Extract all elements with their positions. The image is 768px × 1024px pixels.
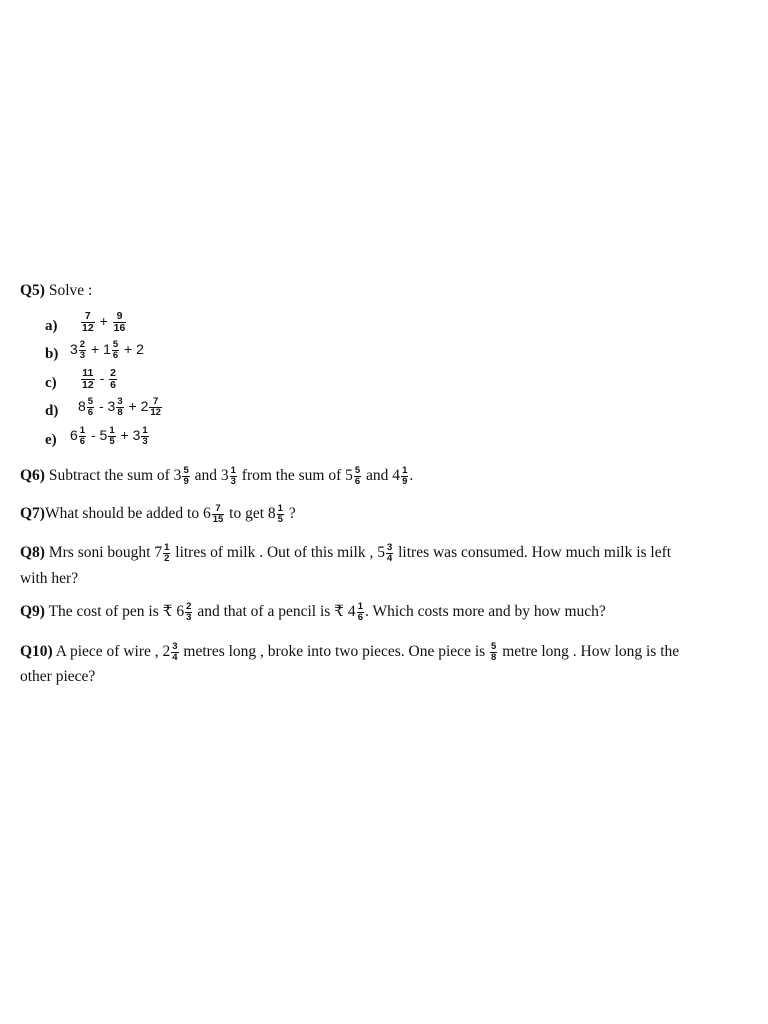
denominator: 6	[357, 612, 363, 623]
fraction	[108, 426, 115, 447]
question-text: and 4	[366, 467, 401, 485]
numerator: 2	[186, 601, 192, 612]
operator: -	[90, 427, 96, 444]
operator: +	[90, 341, 100, 358]
operator: + 2	[128, 398, 149, 415]
question-text: to get 8	[229, 505, 276, 523]
fraction	[401, 466, 408, 487]
denominator: 3	[79, 350, 86, 361]
question-text: What should be added to 6	[44, 505, 211, 523]
fraction	[116, 397, 123, 418]
denominator: 2	[164, 553, 170, 564]
fraction	[386, 543, 393, 564]
denominator: 8	[491, 652, 497, 663]
denominator: 4	[386, 553, 393, 564]
question-9	[20, 602, 606, 623]
question-text: and that of a pencil is ₹ 4	[197, 603, 356, 621]
question-text: from the sum of 5	[241, 467, 353, 485]
fraction	[81, 368, 95, 391]
question-number: Q8)	[20, 544, 45, 562]
question-text: metre long . How long is the	[502, 643, 680, 661]
whole-number: 5	[99, 427, 108, 444]
whole-number: 1	[103, 341, 111, 358]
question-text: Subtract the sum of 3	[48, 467, 182, 485]
operator: +	[99, 313, 108, 330]
question-number: Q9)	[20, 603, 45, 621]
denominator: 6	[110, 379, 116, 391]
question-8-continuation: with her?	[20, 570, 79, 587]
fraction	[171, 642, 178, 663]
numerator: 1	[230, 465, 236, 476]
fraction	[79, 340, 86, 361]
operator: -	[99, 370, 105, 387]
fraction	[163, 543, 170, 564]
fraction	[490, 642, 497, 663]
question-text: . Which costs more and by how much?	[364, 603, 606, 621]
fraction	[354, 466, 361, 487]
fraction	[79, 426, 86, 447]
numerator: 1	[79, 425, 86, 436]
numerator: 11	[82, 367, 94, 379]
denominator: 4	[172, 652, 178, 663]
punctuation: .	[409, 467, 414, 485]
question-10-continuation: other piece?	[20, 668, 96, 685]
question-8	[20, 543, 671, 564]
fraction	[277, 504, 284, 525]
question-text: Mrs soni bought 7	[48, 544, 163, 562]
numerator: 1	[164, 542, 170, 553]
whole-number: 2	[136, 341, 144, 358]
denominator: 12	[82, 379, 94, 391]
denominator: 6	[79, 436, 86, 447]
denominator: 15	[212, 514, 224, 525]
denominator: 6	[87, 407, 94, 418]
subpart-a-label: a)	[45, 318, 58, 334]
question-text: metres long , broke into two pieces. One piece is	[183, 643, 486, 661]
denominator: 5	[277, 514, 283, 525]
fraction	[112, 340, 119, 361]
subpart-b-label: b)	[45, 346, 59, 362]
fraction	[87, 397, 94, 418]
numerator: 5	[491, 641, 497, 652]
whole-number: 6	[70, 427, 78, 444]
subpart-d-expression	[78, 397, 163, 418]
subpart-e-expression	[70, 426, 150, 447]
question-text: A piece of wire , 2	[55, 643, 171, 661]
fraction	[149, 397, 162, 418]
subpart-e-label: e)	[45, 432, 57, 448]
numerator: 5	[112, 339, 119, 350]
denominator: 3	[230, 476, 236, 487]
numerator: 9	[116, 310, 123, 322]
question-number: Q7)	[20, 505, 45, 523]
denominator: 9	[402, 476, 408, 487]
numerator: 1	[277, 503, 283, 514]
numerator: 5	[183, 465, 189, 476]
numerator: 1	[402, 465, 408, 476]
denominator: 6	[354, 476, 361, 487]
question-text: litres of milk . Out of this milk , 5	[175, 544, 385, 562]
fraction	[113, 311, 127, 334]
operator: - 3	[98, 398, 116, 415]
numerator: 3	[386, 542, 393, 553]
subpart-d-label: d)	[45, 403, 59, 419]
question-text: litres was consumed. How much milk is left	[398, 544, 672, 562]
fraction	[141, 426, 148, 447]
question-number: Q10)	[20, 643, 53, 661]
denominator: 3	[142, 436, 148, 447]
denominator: 16	[113, 322, 126, 334]
denominator: 9	[183, 476, 189, 487]
question-number: Q6)	[20, 467, 45, 485]
denominator: 3	[186, 612, 192, 623]
numerator: 1	[109, 425, 115, 436]
numerator: 3	[172, 641, 178, 652]
operator: + 3	[120, 427, 141, 444]
denominator: 6	[112, 350, 119, 361]
whole-number: 3	[70, 341, 78, 358]
fraction	[81, 311, 95, 334]
operator: +	[124, 341, 133, 358]
numerator: 2	[79, 339, 86, 350]
numerator: 5	[87, 396, 94, 407]
question-10	[20, 642, 679, 663]
numerator: 2	[110, 367, 116, 379]
denominator: 12	[150, 407, 161, 418]
numerator: 7	[153, 396, 159, 407]
numerator: 1	[357, 601, 363, 612]
question-6	[20, 466, 413, 487]
fraction	[185, 602, 192, 623]
subpart-c-expression	[80, 368, 118, 391]
question-text: The cost of pen is ₹ 6	[48, 603, 185, 621]
numerator: 7	[84, 310, 91, 322]
numerator: 3	[117, 396, 123, 407]
numerator: 1	[142, 425, 148, 436]
denominator: 12	[82, 322, 94, 334]
subpart-a-expression	[80, 311, 127, 334]
question-5	[20, 282, 92, 300]
numerator: 7	[215, 503, 221, 514]
numerator: 5	[354, 465, 361, 476]
fraction	[212, 504, 225, 525]
whole-number: 8	[78, 398, 86, 415]
question-text: Solve :	[48, 282, 93, 299]
question-7	[20, 504, 296, 525]
question-number: Q5)	[20, 282, 45, 299]
denominator: 5	[109, 436, 115, 447]
fraction	[182, 466, 189, 487]
denominator: 8	[117, 407, 123, 418]
punctuation: ?	[288, 505, 296, 523]
question-text: and 3	[194, 467, 229, 485]
fraction	[357, 602, 364, 623]
subpart-c-label: c)	[45, 375, 57, 391]
fraction	[230, 466, 237, 487]
subpart-b-expression	[70, 340, 144, 361]
fraction	[109, 368, 117, 391]
